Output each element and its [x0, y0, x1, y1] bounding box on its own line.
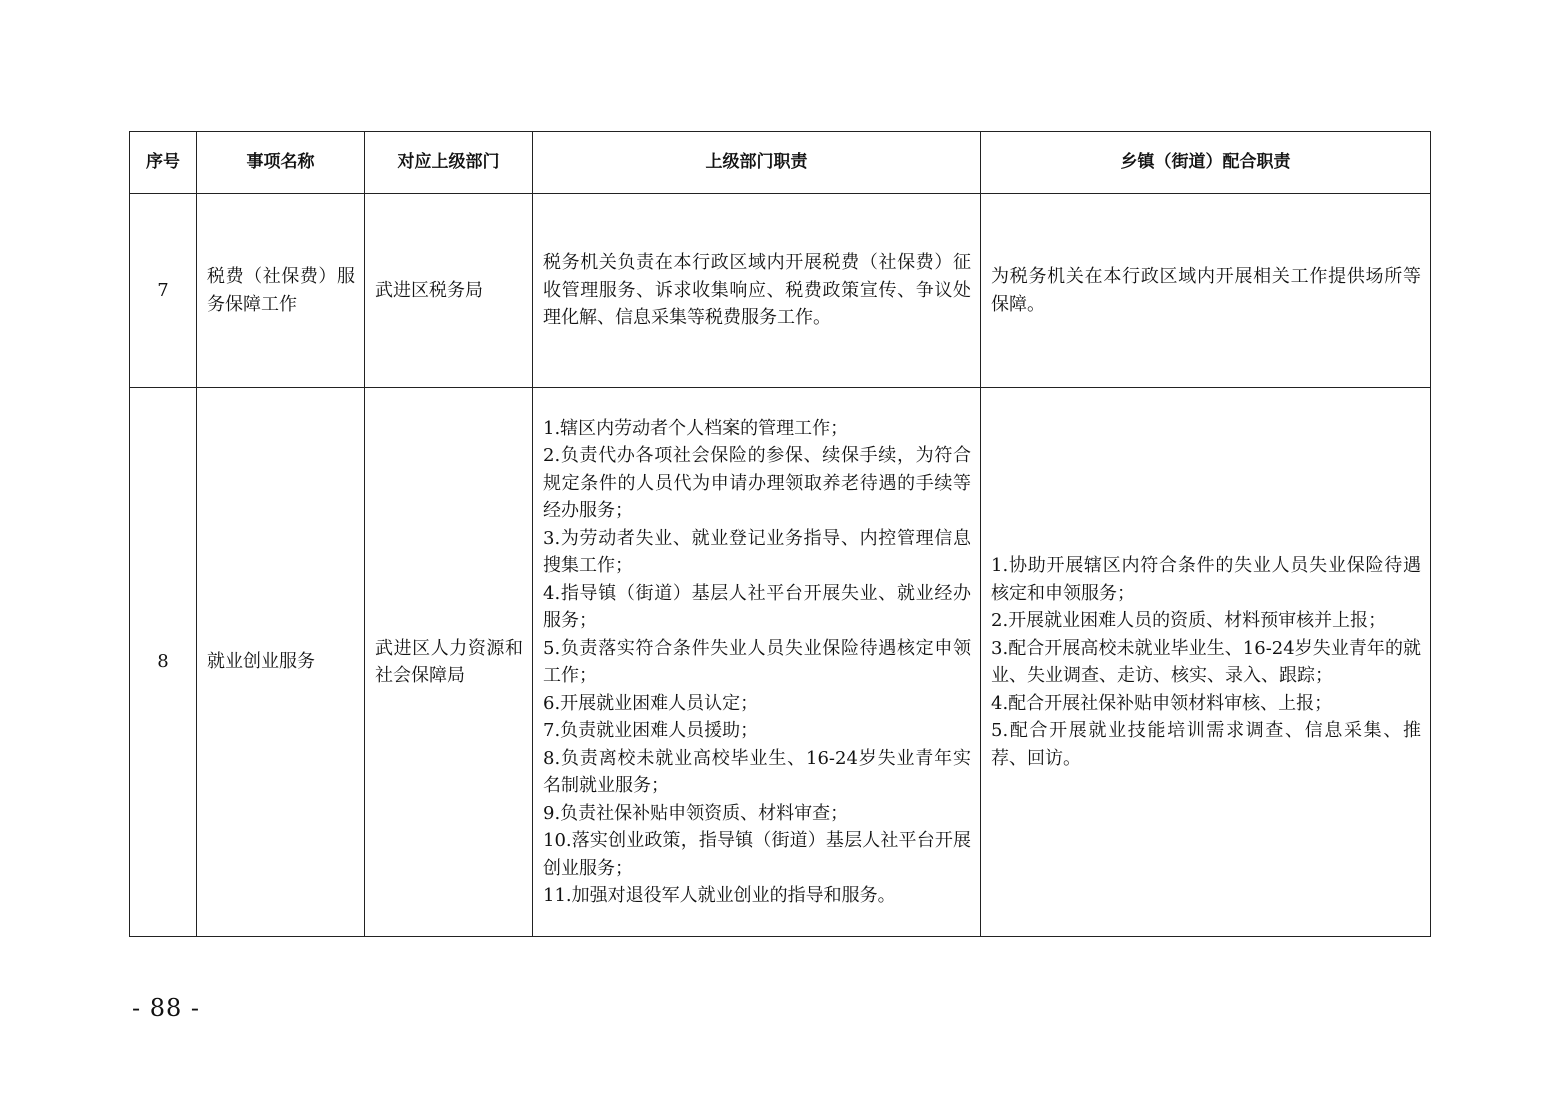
table-row: [130, 388, 1431, 937]
duty-line: 10.落实创业政策，指导镇（街道）基层人社平台开展创业服务；: [543, 830, 971, 879]
page-number: - 88 -: [132, 994, 201, 1022]
row-index: 7: [130, 194, 197, 388]
duty-line: 8.负责离校未就业高校毕业生、16-24岁失业青年实名制就业服务；: [543, 747, 971, 796]
duty-line: 11.加强对退役军人就业创业的指导和服务。: [543, 885, 896, 906]
duty-line: 9.负责社保补贴申领资质、材料审查；: [543, 802, 849, 824]
duty-line: 3.为劳动者失业、就业登记业务指导、内控管理信息搜集工作；: [543, 527, 971, 576]
township-duty-line: 2.开展就业困难人员的资质、材料预审核并上报；: [991, 610, 1387, 631]
duty-line: 1.辖区内劳动者个人档案的管理工作；: [543, 417, 849, 439]
row-item-name: 就业创业服务: [197, 388, 365, 937]
header-index: 序号: [130, 132, 197, 194]
township-duty-line: 为税务机关在本行政区域内开展相关工作提供场所等保障。: [991, 266, 1421, 315]
row-department: 武进区人力资源和社会保障局: [365, 388, 533, 937]
township-duty-line: 4.配合开展社保补贴申领材料审核、上报；: [991, 692, 1333, 714]
table-header-row: [130, 132, 1431, 194]
row-township-duties: [981, 194, 1431, 388]
row-department: 武进区税务局: [365, 194, 533, 388]
header-department-duties: 上级部门职责: [533, 132, 981, 194]
duty-line: 4.指导镇（街道）基层人社平台开展失业、就业经办服务；: [543, 582, 971, 631]
responsibility-table: [129, 131, 1431, 937]
duty-line: 5.负责落实符合条件失业人员失业保险待遇核定申领工作；: [543, 637, 971, 686]
row-township-duties: [981, 388, 1431, 937]
duty-line: 7.负责就业困难人员援助；: [543, 720, 759, 741]
header-item-name: 事项名称: [197, 132, 365, 194]
row-department-duties: [533, 388, 981, 937]
township-duty-line: 1.协助开展辖区内符合条件的失业人员失业保险待遇核定和申领服务；: [991, 555, 1421, 604]
township-duty-line: 5.配合开展就业技能培训需求调查、信息采集、推荐、回访。: [991, 720, 1421, 769]
row-department-duties: [533, 194, 981, 388]
row-index: 8: [130, 388, 197, 937]
row-item-name: 税费（社保费）服务保障工作: [197, 194, 365, 388]
table-row: [130, 194, 1431, 388]
duty-line: 6.开展就业困难人员认定；: [543, 692, 759, 714]
duty-line: 税务机关负责在本行政区域内开展税费（社保费）征收管理服务、诉求收集响应、税费政策宣传、争议处理化解、信息采集等税费服务工作。: [543, 252, 971, 329]
duty-line: 2.负责代办各项社会保险的参保、续保手续，为符合规定条件的人员代为申请办理领取养老待遇的手续等经办服务；: [543, 445, 971, 521]
township-duty-line: 3.配合开展高校未就业毕业生、16-24岁失业青年的就业、失业调查、走访、核实、录入、跟踪；: [991, 637, 1421, 686]
header-department: 对应上级部门: [365, 132, 533, 194]
header-township-duties: 乡镇（街道）配合职责: [981, 132, 1431, 194]
